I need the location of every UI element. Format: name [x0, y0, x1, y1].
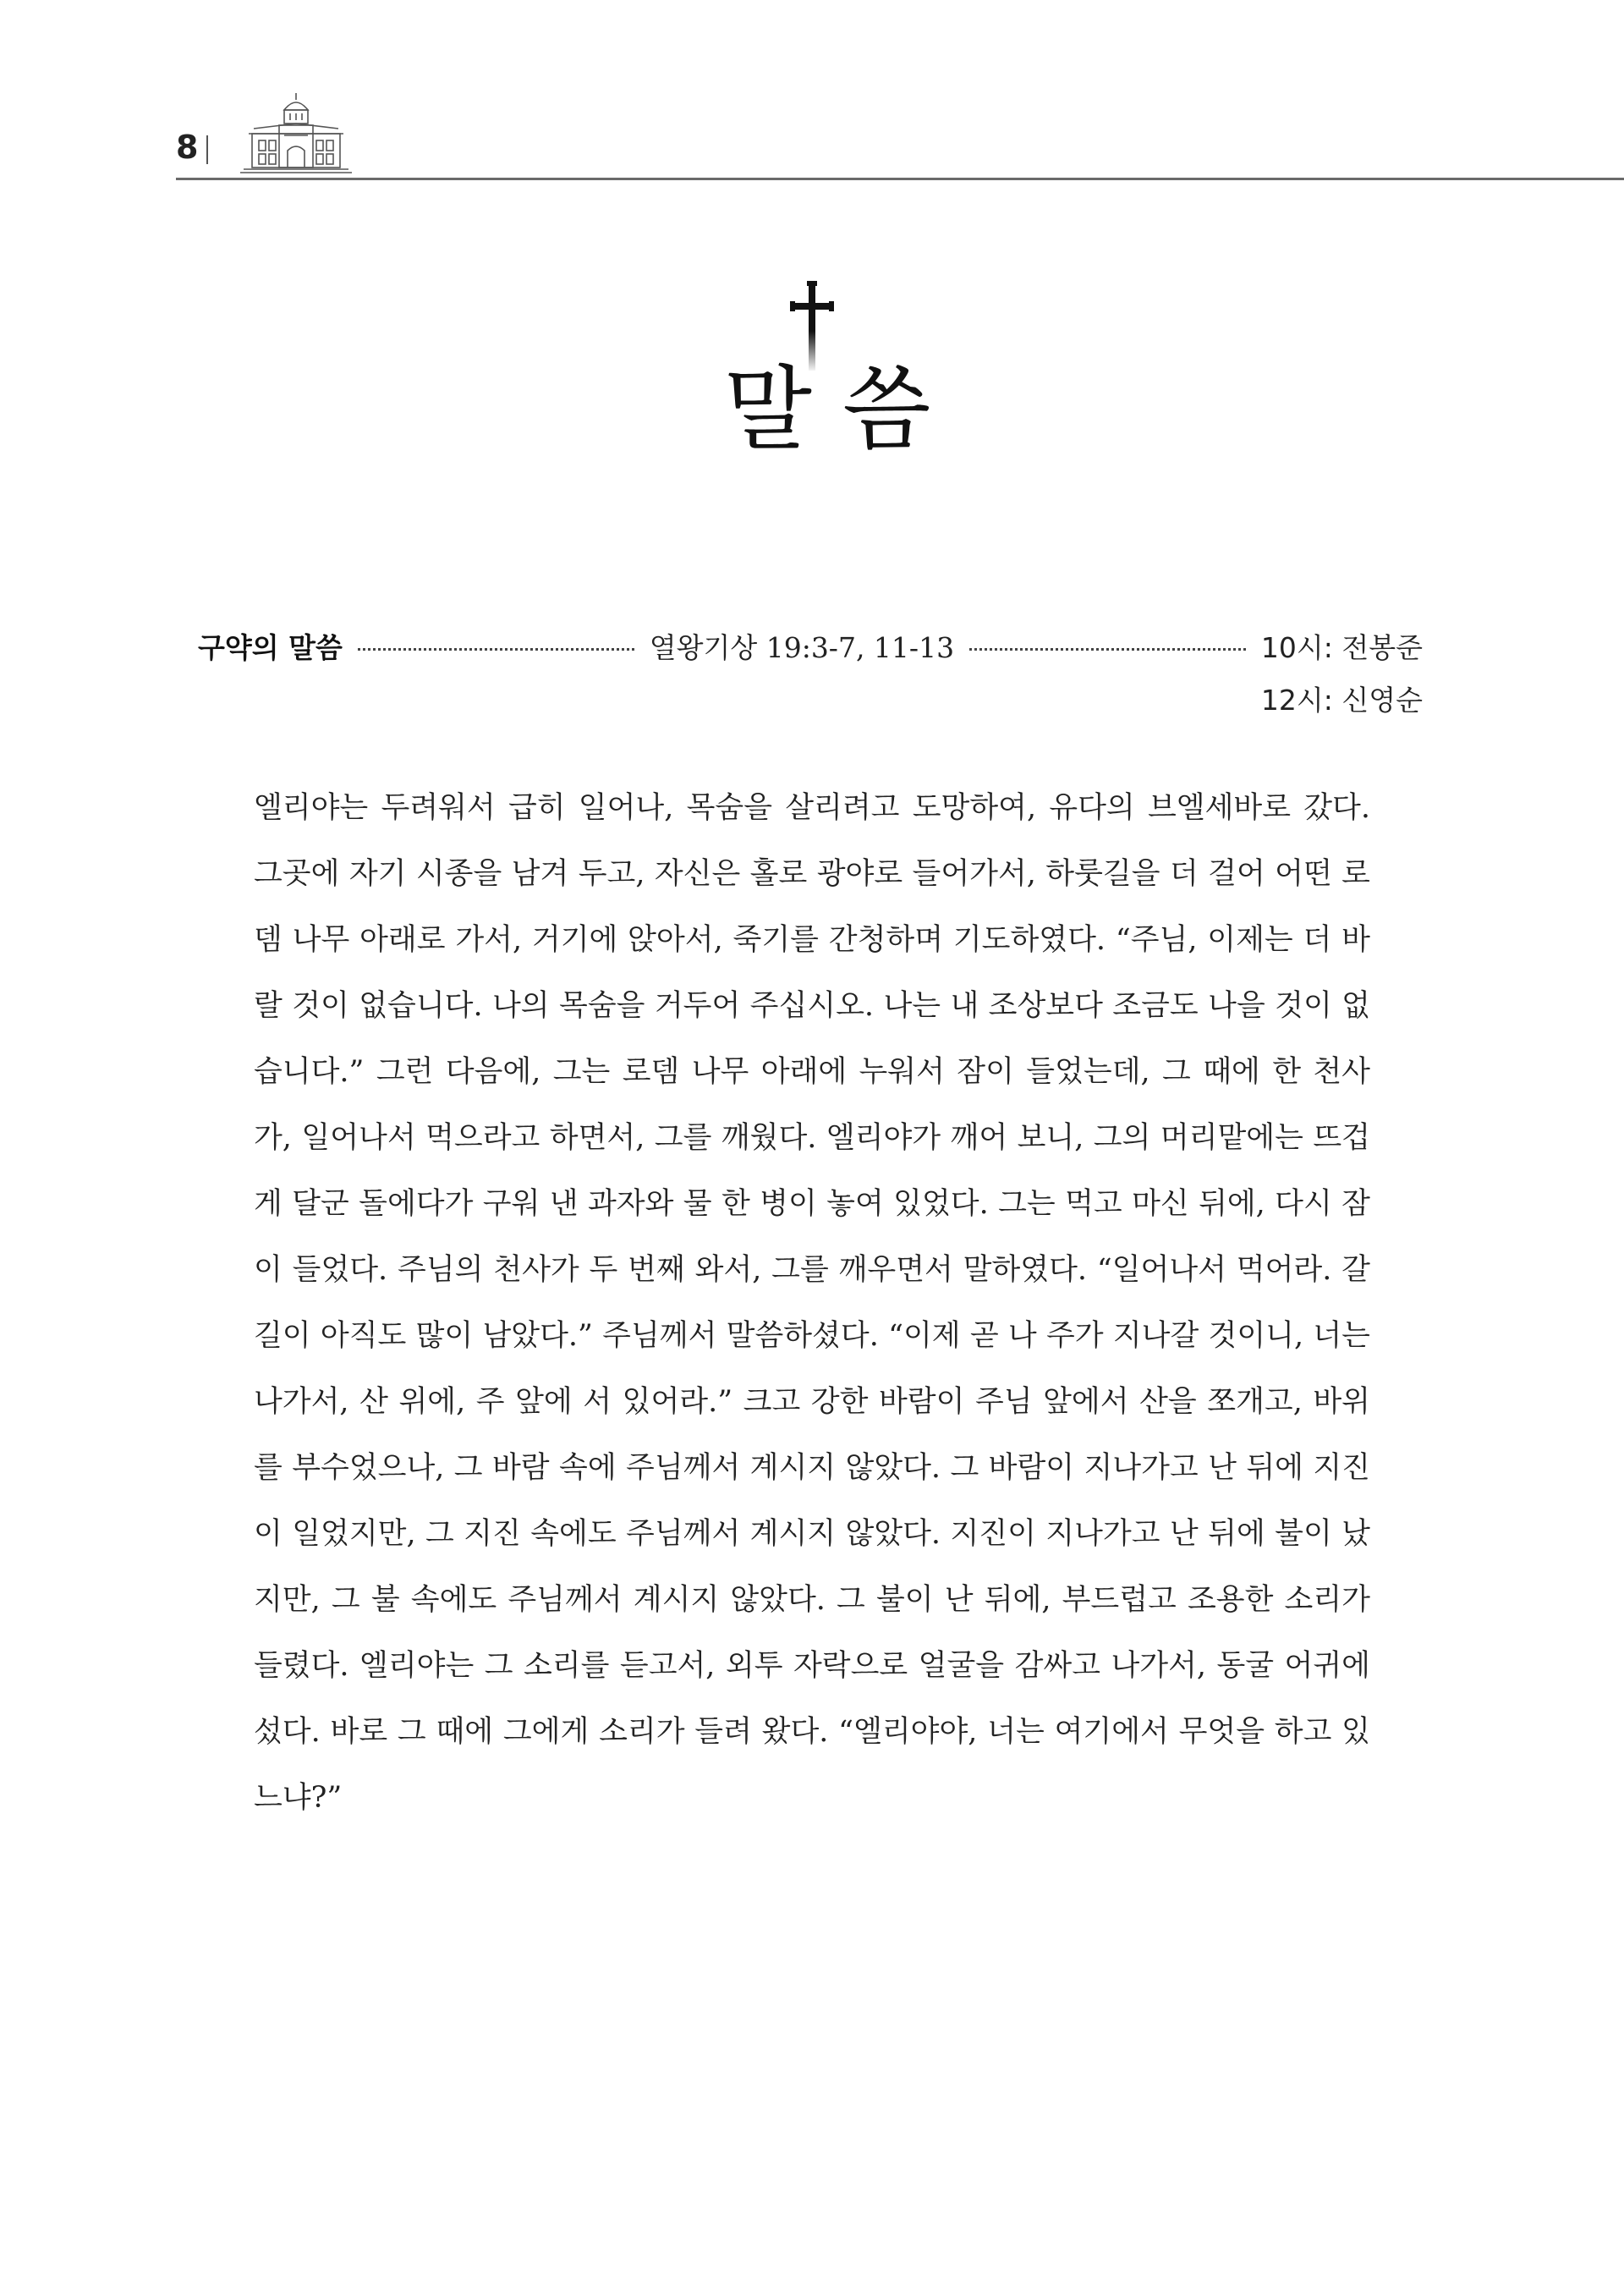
scripture-reference: 열왕기상 19:3-7, 11-13 — [649, 630, 955, 664]
section-title: 말씀 — [723, 357, 962, 463]
reading-line — [198, 624, 1423, 667]
page-number: 8 — [176, 129, 199, 166]
church-building-logo — [237, 91, 355, 174]
dot-leader — [358, 648, 634, 651]
reading-label: 구약의 말씀 — [198, 630, 343, 664]
page-number-divider — [206, 135, 208, 164]
header-rule — [176, 178, 1624, 180]
reader-10am: 10시: 전봉준 — [1260, 630, 1424, 664]
scripture-text: 엘리야는 두려워서 급히 일어나, 목숨을 살리려고 도망하여, 유다의 브엘세바로 갔다. 그곳에 자기 시종을 남겨 두고, 자신은 홀로 광야로 들어가서, 하룻길을 더 걸어 어떤 로뎀 나무 아래로 가서, 거기에 앉아서, 죽기를 간청하며 기도하였다. “주님, 이제는 더 바랄 것이 없습니다. 나의 목숨을 거두어 주십시오. 나는 내 조상보다 조금도 나을 것이 없습니다.” 그런 다음에, 그는 로뎀 나무 아래에 누워서 잠이 들었는데, 그 때에 한 천사가, 일어나서 먹으라고 하면서, 그를 깨웠다. 엘리야가 깨어 보니, 그의 머리맡에는 뜨겁게 달군 돌에다가 구워 낸 과자와 물 한 병이 놓여 있었다. 그는 먹고 마신 뒤에, 다시 잠이 들었다. 주님의 천사가 두 번째 와서, 그를 깨우면서 말하였다. “일어나서 먹어라. 갈 길이 아직도 많이 남았다.” 주님께서 말씀하셨다. “이제 곧 나 주가 지나갈 것이니, 너는 나가서, 산 위에, 주 앞에 서 있어라.” 크고 강한 바람이 주님 앞에서 산을 쪼개고, 바위를 부수었으나, 그 바람 속에 주님께서 계시지 않았다. 그 바람이 지나가고 난 뒤에 지진이 일었지만, 그 지진 속에도 주님께서 계시지 않았다. 지진이 지나가고 난 뒤에 불이 났지만, 그 불 속에도 주님께서 계시지 않았다. 그 불이 난 뒤에, 부드럽고 조용한 소리가 들렸다. 엘리야는 그 소리를 듣고서, 외투 자락으로 얼굴을 감싸고 나가서, 동굴 어귀에 섰다. 바로 그 때에 그에게 소리가 들려 왔다. “엘리야야, 너는 여기에서 무엇을 하고 있느냐?” — [254, 791, 1370, 1815]
reader-12pm: 12시: 신영순 — [1260, 684, 1423, 717]
page-header — [176, 91, 1624, 179]
dot-leader — [969, 648, 1246, 651]
